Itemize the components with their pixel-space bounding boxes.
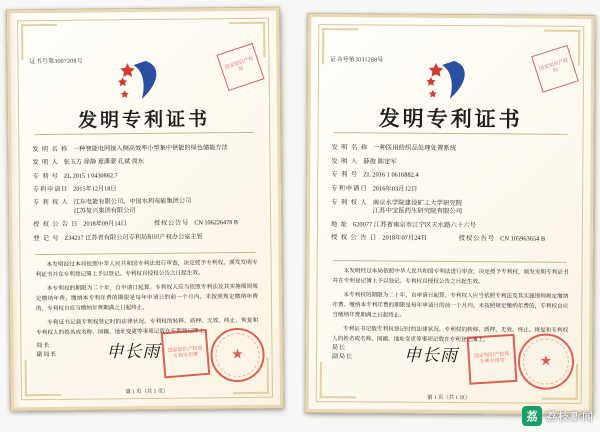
left-patent-certificate[interactable]	[6, 7, 284, 412]
field-row: 专 利 权 人 江东电能有限公司、中国水利电能集团公司 江苏复兴集团有限公司	[33, 197, 259, 216]
body-paragraph: 专利证书记载专利权登记时的法律状况。专利权的转移、质押、无效、终止、恢复和专利权人的姓名或名称、国籍、地址变更等事项记载在专利登记簿上。	[332, 325, 569, 344]
signature-label: 局长 副局长	[36, 342, 58, 359]
right-certificate-fields	[331, 144, 572, 250]
body-paragraph: 专利证书记载专利权登记时的法律状况。专利权的转移、质押、无效、终止、恢复和专利权人的姓名或名称、国籍、地址变更等事项记载在专利登记簿上。	[36, 317, 259, 337]
square-official-seal: 国家知识产权局专利专用章	[467, 334, 518, 385]
seal-star-icon: ★	[539, 354, 553, 370]
field-row: 地 址 620077 江苏省南京市江宁区天水路六十六号	[330, 221, 477, 230]
patentee-line2: 江苏复兴集团有限公司	[73, 206, 136, 215]
field-row: 专 利 权 人 南京水学院建设矿工大学研究院 江苏中宝医药生研究院有限公司	[331, 199, 571, 218]
page-footer: 第 1 页（共 1 页）	[125, 388, 169, 396]
certificate-title: 发明专利证书	[378, 106, 523, 132]
body-paragraph: 本发明经过本局依照中华人民共和国专利法进行审查，决定授予专利权，颁发发明专利证书并在专利登记簿上予以登记。专利权自授权公告之日起生效。	[35, 259, 258, 279]
patentee-line1: 南京水学院建设矿工大学研究院	[372, 199, 463, 207]
round-official-seal	[210, 328, 265, 383]
left-certificate-body	[36, 258, 259, 342]
seal-star-icon: ★	[231, 347, 244, 363]
watermark-text: 荔枝新闻	[546, 411, 594, 423]
patentee-line2: 江苏中宝医药生研究院有限公司	[372, 207, 463, 216]
corner-decoration-top-left	[21, 24, 57, 60]
square-official-seal: 国家知识产权局专利专用章	[161, 329, 211, 379]
field-row: 发 明 名 称 一种智能电网接入侧高效率小型集中供能的绿色储能方法	[32, 144, 228, 154]
watermark	[522, 406, 594, 426]
certificate-number: 证书号第3007208号	[29, 58, 83, 66]
watermark-badge-icon: 荔	[522, 406, 542, 426]
cnipa-logo-icon	[115, 57, 167, 104]
field-row: 专 利 号 ZL 2015 1 0430882.7	[32, 172, 118, 180]
field-row: 授 权 公 告 日 2018年07月24日 授权公告号 CN 105963654 B	[330, 234, 546, 244]
round-official-seal	[518, 333, 574, 389]
patentee-line1: 江东电能有限公司、中国水利电能集团公司	[73, 197, 192, 207]
field-row: 专利申请日 2016年03月12日	[331, 185, 418, 193]
left-certificate-fields	[32, 144, 259, 248]
top-right-stamp: 国家知识产权局	[216, 43, 264, 91]
right-patent-certificate[interactable]	[305, 13, 596, 415]
signature-label: 局长 副局长	[331, 345, 354, 361]
certificate-number: 证书号第3031288号	[330, 57, 384, 64]
field-row: 登 记 号 Z34217 江苏省有限公司专利局知识产权办公室主管	[33, 232, 203, 242]
top-right-stamp: 国家知识产权局	[531, 45, 579, 93]
field-row: 专利申请日 2015年12月18日	[32, 185, 117, 194]
body-paragraph: 本专利权的期限为二十年，自申请日起算。专利权人应当依照专利法及其实施细则规定缴纳年费。缴纳本专利年费的期限是每年申请日的前一个月内。未按照规定缴纳年费的，专利权自应当缴纳年费期满之日起终止。	[332, 291, 569, 320]
certificate-title: 发明专利证书	[77, 109, 211, 132]
field-row: 发 明 人 薛俊 陈定军	[331, 157, 397, 166]
cnipa-logo-icon	[424, 57, 476, 103]
field-row: 授 权 公 告 日 2018年09月14日 授权公告号 CN 106226478 B	[33, 219, 239, 229]
field-row: 专 利 号 ZL 2016 1 0616882.4	[331, 171, 419, 180]
field-row: 发 明 人 张玉方 徐静 夏潇蒙 孔斌 周东	[32, 158, 145, 167]
body-paragraph: 本发明经过本局依照中华人民共和国专利法进行审查，决定授予专利权，颁发发明专利证书并在专利登记簿上予以登记。专利权自授权公告之日起生效。	[332, 268, 569, 286]
signature-handwriting: 申长雨	[106, 341, 161, 362]
signature-handwriting: 申长雨	[403, 345, 459, 366]
body-paragraph: 本专利权的期限为二十年，自申请日起算。专利权人应当依照专利法及其实施细则规定缴纳年费。缴纳本专利年费的期限是每年申请日的前一个月内。未按照规定缴纳年费的，专利权自应当缴纳年费期满之日起终止。	[35, 283, 258, 313]
page-footer: 第 1 页（共 1 页）	[427, 394, 471, 402]
field-row: 发 明 名 称 一种医用纺织品处理处置系统	[331, 144, 457, 153]
